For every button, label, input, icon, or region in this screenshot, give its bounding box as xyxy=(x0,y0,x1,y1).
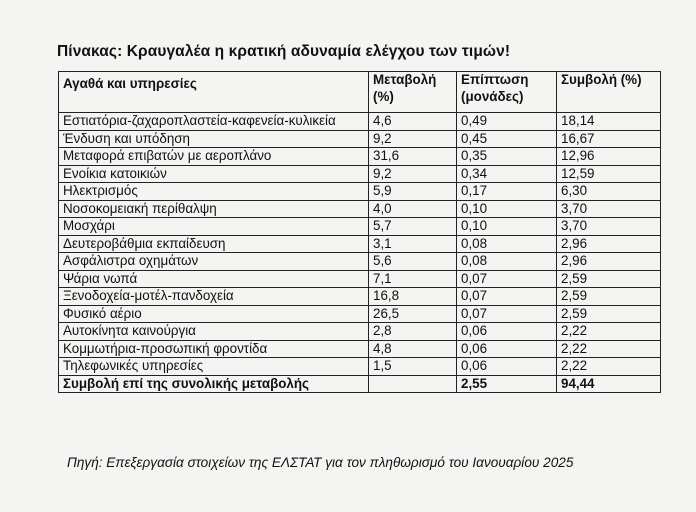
table-row xyxy=(59,165,661,183)
cell-contribution: 2,22 xyxy=(557,323,661,341)
cell-contribution: 6,30 xyxy=(557,183,661,201)
cell-contribution: 2,96 xyxy=(557,253,661,271)
cell-contribution: 3,70 xyxy=(557,200,661,218)
cell-change: 3,1 xyxy=(369,235,457,253)
cell-item: Φυσικό αέριο xyxy=(59,305,369,323)
table-body xyxy=(59,113,661,393)
table-row xyxy=(59,183,661,201)
cell-impact: 0,10 xyxy=(457,218,557,236)
cell-impact: 0,07 xyxy=(457,270,557,288)
table-row xyxy=(59,130,661,148)
cell-contribution: 2,22 xyxy=(557,358,661,376)
cell-item: Εστιατόρια-ζαχαροπλαστεία-καφενεία-κυλικεία xyxy=(59,113,369,131)
source-note: Πηγή: Επεξεργασία στοιχείων της ΕΛΣΤΑΤ για τον πληθωρισμό του Ιανουαρίου 2025 xyxy=(67,455,574,470)
table-row xyxy=(59,340,661,358)
table-row xyxy=(59,253,661,271)
table-title: Πίνακας: Κραυγαλέα η κρατική αδυναμία ελέγχου των τιμών! xyxy=(57,43,511,60)
cell-impact: 0,06 xyxy=(457,358,557,376)
table-row xyxy=(59,270,661,288)
total-change xyxy=(369,375,457,393)
cell-contribution: 16,67 xyxy=(557,130,661,148)
header-contribution: Συμβολή (%) xyxy=(557,72,661,113)
cell-contribution: 2,59 xyxy=(557,288,661,306)
cell-contribution: 3,70 xyxy=(557,218,661,236)
cell-change: 5,9 xyxy=(369,183,457,201)
table-row xyxy=(59,200,661,218)
total-label: Συμβολή επί της συνολικής μεταβολής xyxy=(59,375,369,393)
header-impact: Επίπτωση (μονάδες) xyxy=(457,72,557,113)
table-row xyxy=(59,323,661,341)
cell-change: 5,7 xyxy=(369,218,457,236)
header-goods-services: Αγαθά και υπηρεσίες xyxy=(59,72,369,113)
cell-item: Νοσοκομειακή περίθαλψη xyxy=(59,200,369,218)
table-total-row xyxy=(59,375,661,393)
cell-item: Ασφάλιστρα οχημάτων xyxy=(59,253,369,271)
cell-impact: 0,34 xyxy=(457,165,557,183)
cell-change: 2,8 xyxy=(369,323,457,341)
cell-change: 4,0 xyxy=(369,200,457,218)
cell-item: Ενοίκια κατοικιών xyxy=(59,165,369,183)
cell-contribution: 2,59 xyxy=(557,305,661,323)
cell-item: Τηλεφωνικές υπηρεσίες xyxy=(59,358,369,376)
cell-contribution: 2,96 xyxy=(557,235,661,253)
cell-contribution: 18,14 xyxy=(557,113,661,131)
cell-impact: 0,06 xyxy=(457,340,557,358)
cell-impact: 0,07 xyxy=(457,305,557,323)
header-change: Μεταβολή (%) xyxy=(369,72,457,113)
cell-contribution: 12,96 xyxy=(557,148,661,166)
cell-impact: 0,06 xyxy=(457,323,557,341)
cell-impact: 0,49 xyxy=(457,113,557,131)
cell-item: Ηλεκτρισμός xyxy=(59,183,369,201)
table-row xyxy=(59,305,661,323)
cell-impact: 0,10 xyxy=(457,200,557,218)
cell-change: 4,8 xyxy=(369,340,457,358)
cell-contribution: 12,59 xyxy=(557,165,661,183)
cell-item: Ένδυση και υπόδηση xyxy=(59,130,369,148)
inflation-table xyxy=(58,71,661,393)
cell-change: 1,5 xyxy=(369,358,457,376)
cell-item: Δευτεροβάθμια εκπαίδευση xyxy=(59,235,369,253)
cell-change: 16,8 xyxy=(369,288,457,306)
cell-change: 31,6 xyxy=(369,148,457,166)
cell-change: 9,2 xyxy=(369,165,457,183)
cell-impact: 0,07 xyxy=(457,288,557,306)
cell-impact: 0,35 xyxy=(457,148,557,166)
cell-item: Μεταφορά επιβατών με αεροπλάνο xyxy=(59,148,369,166)
table-row xyxy=(59,148,661,166)
total-impact: 2,55 xyxy=(457,375,557,393)
table-row xyxy=(59,235,661,253)
cell-change: 26,5 xyxy=(369,305,457,323)
cell-impact: 0,08 xyxy=(457,253,557,271)
table-row xyxy=(59,113,661,131)
table-row xyxy=(59,288,661,306)
table-row xyxy=(59,218,661,236)
cell-item: Μοσχάρι xyxy=(59,218,369,236)
total-contribution: 94,44 xyxy=(557,375,661,393)
cell-change: 9,2 xyxy=(369,130,457,148)
table-header-row xyxy=(59,72,661,113)
cell-contribution: 2,59 xyxy=(557,270,661,288)
cell-item: Ψάρια νωπά xyxy=(59,270,369,288)
cell-item: Κομμωτήρια-προσωπική φροντίδα xyxy=(59,340,369,358)
cell-item: Ξενοδοχεία-μοτέλ-πανδοχεία xyxy=(59,288,369,306)
cell-contribution: 2,22 xyxy=(557,340,661,358)
table-row xyxy=(59,358,661,376)
cell-impact: 0,08 xyxy=(457,235,557,253)
cell-change: 5,6 xyxy=(369,253,457,271)
cell-impact: 0,45 xyxy=(457,130,557,148)
cell-item: Αυτοκίνητα καινούργια xyxy=(59,323,369,341)
cell-impact: 0,17 xyxy=(457,183,557,201)
cell-change: 7,1 xyxy=(369,270,457,288)
cell-change: 4,6 xyxy=(369,113,457,131)
